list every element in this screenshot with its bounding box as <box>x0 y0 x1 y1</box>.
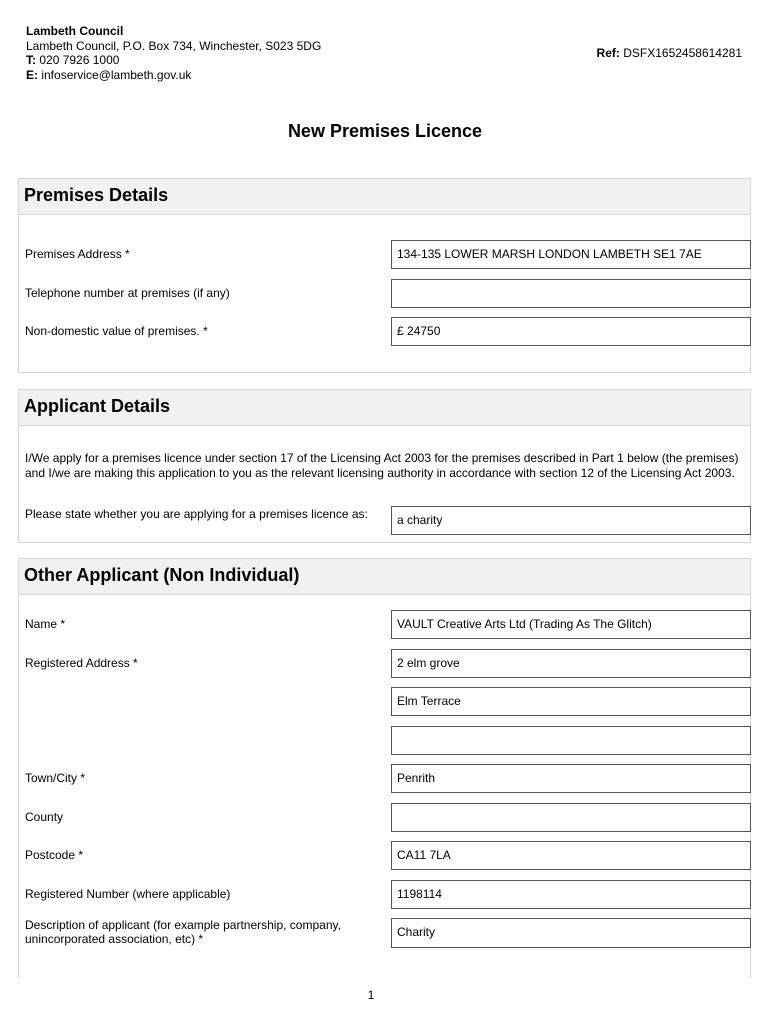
premises-address-label: Premises Address * <box>25 247 130 261</box>
premises-value-label: Non-domestic value of premises. * <box>25 324 208 338</box>
postcode-label: Postcode * <box>25 848 84 862</box>
county-label: County <box>25 810 64 824</box>
registered-address-line1-field[interactable]: 2 elm grove <box>391 649 751 678</box>
other-applicant-section <box>18 558 751 978</box>
email-label: E: <box>26 67 38 82</box>
registered-number-label: Registered Number (where applicable) <box>25 887 231 901</box>
applicant-details-section <box>18 389 751 543</box>
ref-number: DSFX1652458614281 <box>623 46 742 60</box>
premises-phone-field[interactable] <box>391 279 751 308</box>
registered-address-label: Registered Address * <box>25 656 138 670</box>
premises-details-section <box>18 178 751 373</box>
phone-label: T: <box>26 53 36 67</box>
applicant-details-heading: Applicant Details <box>19 390 750 426</box>
council-name: Lambeth Council <box>26 24 124 38</box>
ref-label: Ref: <box>596 46 620 60</box>
applicant-name-label: Name * <box>25 617 66 631</box>
applicant-name-field[interactable]: VAULT Creative Arts Ltd (Trading As The Glitch) <box>391 610 751 639</box>
town-label: Town/City * <box>25 771 86 785</box>
reference-block <box>597 46 742 60</box>
applicant-type-label: Please state whether you are applying for a premises licence as: <box>25 507 368 521</box>
applicant-description-label: Description of applicant (for example partnership, company, unincorporated association, etc) * <box>25 918 341 946</box>
applicant-intro-text: I/We apply for a premises licence under section 17 of the Licensing Act 2003 for the premises described in Part 1 below (the premises) and I/we are making this application to you as the relevant licensing authority in accordance with section 12 of the Licensing Act 2003. <box>25 451 739 480</box>
council-address: Lambeth Council, P.O. Box 734, Winchester, S023 5DG <box>26 38 322 53</box>
town-field[interactable]: Penrith <box>391 764 751 793</box>
premises-value-field[interactable]: £ 24750 <box>391 317 751 346</box>
registered-address-line3-field[interactable] <box>391 726 751 755</box>
council-phone: 020 7926 1000 <box>39 53 120 67</box>
document-title: New Premises Licence <box>287 121 483 141</box>
council-contact-block <box>26 24 321 82</box>
postcode-field[interactable]: CA11 7LA <box>391 841 751 870</box>
registered-address-line2-field[interactable]: Elm Terrace <box>391 687 751 716</box>
county-field[interactable] <box>391 803 751 832</box>
premises-phone-label: Telephone number at premises (if any) <box>25 286 230 300</box>
registered-number-field[interactable]: 1198114 <box>391 880 751 909</box>
page-number: 1 <box>367 988 375 1002</box>
premises-address-field[interactable]: 134-135 LOWER MARSH LONDON LAMBETH SE1 7AE <box>391 240 751 269</box>
other-applicant-heading: Other Applicant (Non Individual) <box>19 559 750 595</box>
council-email: infoservice@lambeth.gov.uk <box>41 67 192 82</box>
applicant-description-field[interactable]: Charity <box>391 918 751 948</box>
applicant-type-field[interactable]: a charity <box>391 506 751 535</box>
premises-details-heading: Premises Details <box>19 179 750 215</box>
